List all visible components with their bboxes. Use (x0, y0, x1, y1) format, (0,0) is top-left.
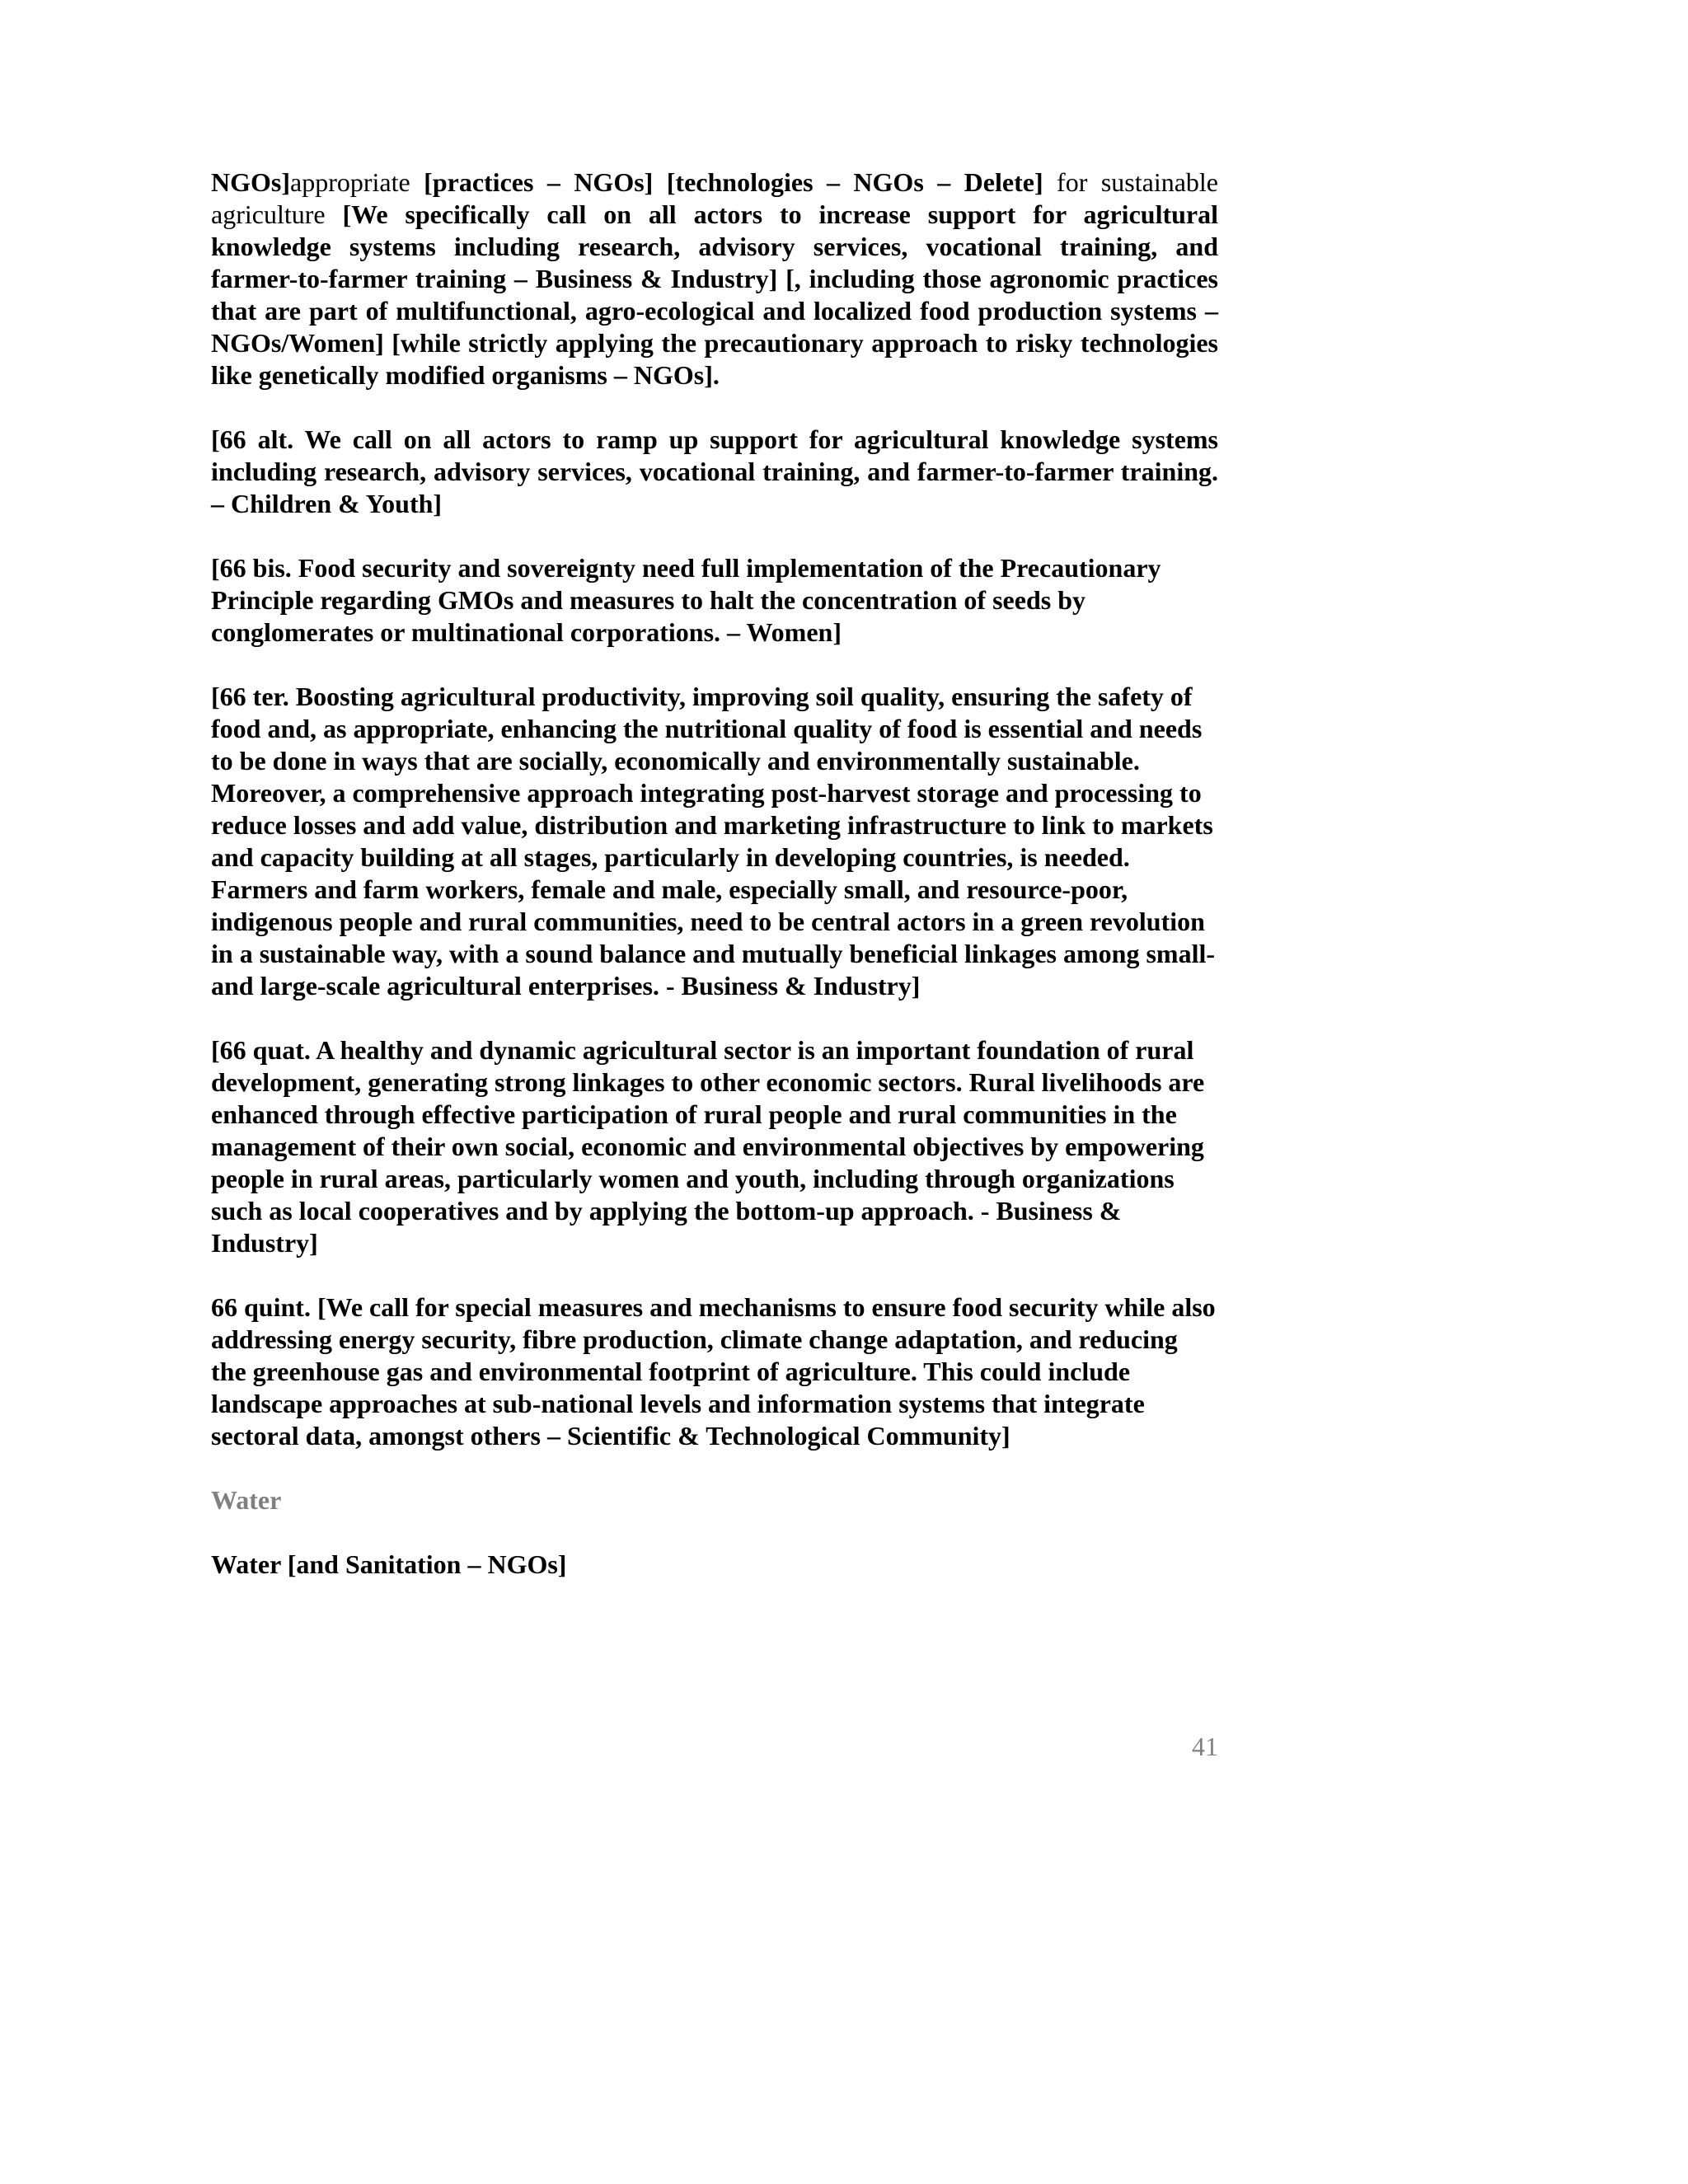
paragraph-66-ter: [66 ter. Boosting agricultural productivity, improving soil quality, ensuring the safety of food and, as appropriate, enhancing the nutritional quality of food is essential and needs to be done in ways that are socially, economically and environmentally sustainable. Moreover, a comprehensive approach integrating post-harvest storage and processing to reduce losses and add value, distribution and marketing infrastructure to link to markets and capacity building at all stages, particularly in developing countries, is needed. Farmers and farm workers, female and male, especially small, and resource-poor, indigenous people and rural communities, need to be central actors in a green revolution in a sustainable way, with a sound balance and mutually beneficial linkages among small- and large-scale agricultural enterprises. - Business & Industry] (211, 682, 1215, 1001)
paragraph-66-continuation (211, 166, 1218, 391)
text-run: NGOs] (211, 167, 290, 197)
text-run: for sustainable agriculture (211, 167, 1219, 229)
text-run: appropriate (290, 167, 424, 197)
page-number: 41 (1192, 1732, 1218, 1761)
document-body (211, 166, 1218, 1581)
subheading: Water [and Sanitation – NGOs] (211, 1549, 567, 1579)
paragraph-66-alt: [66 alt. We call on all actors to ramp up support for agricultural knowledge systems including research, advisory services, vocational training, and farmer-to-farmer training. – Children & Youth] (211, 424, 1218, 518)
paragraph-66-quat: [66 quat. A healthy and dynamic agricultural sector is an important foundation of rural development, generating strong linkages to other economic sectors. Rural livelihoods are enhanced through effective participation of rural people and rural communities in the management of their own social, economic and environmental objectives by empowering people in rural areas, particularly women and youth, including through organizations such as local cooperatives and by applying the bottom-up approach. - Business & Industry] (211, 1035, 1205, 1258)
section-heading: Water (211, 1485, 282, 1515)
paragraph-66-quint: 66 quint. [We call for special measures and mechanisms to ensure food security while also addressing energy security, fibre production, climate change adaptation, and reducing the greenhouse gas and environmental footprint of agriculture. This could include landscape approaches at sub-national levels and information systems that integrate sectoral data, amongst others – Scientific & Technological Community] (211, 1292, 1216, 1451)
text-run: [practices – NGOs] [technologies – NGOs – Delete] (424, 167, 1043, 197)
paragraph-66-bis: [66 bis. Food security and sovereignty need full implementation of the Precautionary Principle regarding GMOs and measures to halt the concentration of seeds by conglomerates or multinational corporations. – Women] (211, 553, 1161, 647)
text-run: [We specifically call on all actors to increase support for agricultural knowledge systems including research, advisory services, vocational training, and farmer-to-farmer training – Business & Industry] [, including those agronomic practices that are part of multifunctional, agro-ecological and localized food production systems – NGOs/Women] [while strictly applying the precautionary approach to risky technologies like genetically modified organisms – NGOs]. (211, 199, 1219, 390)
